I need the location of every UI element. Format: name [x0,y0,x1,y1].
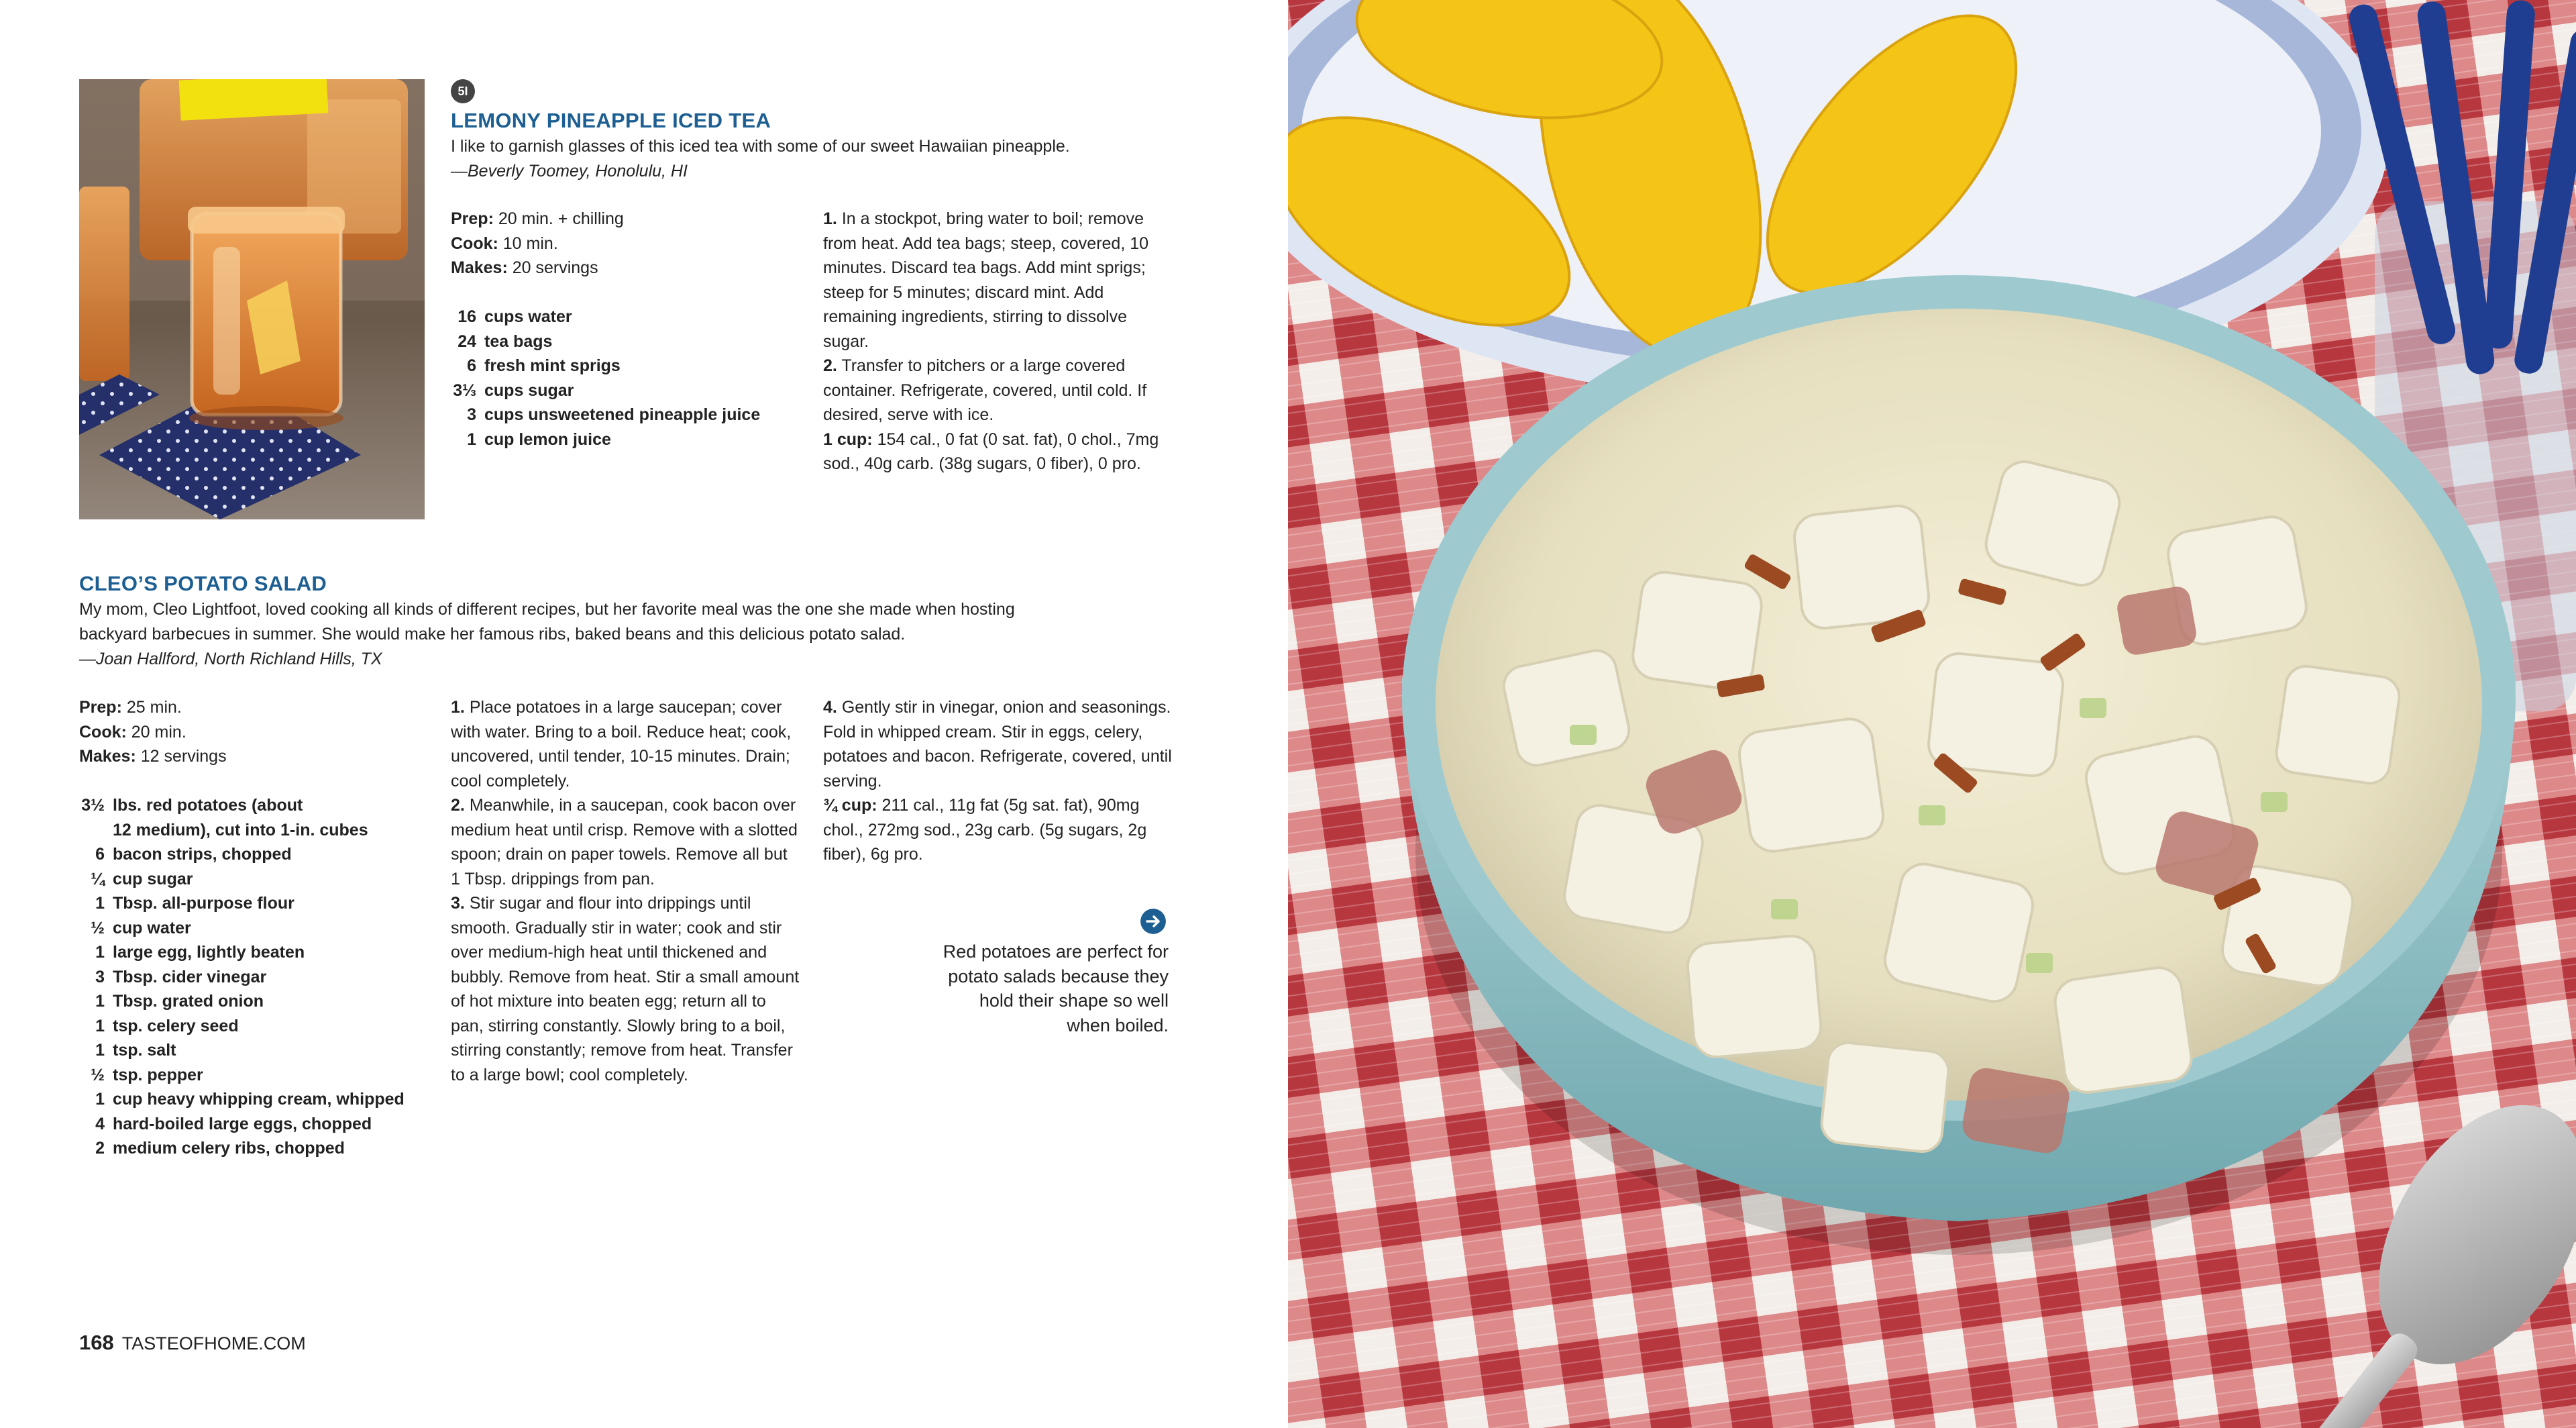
arrow-right-icon [1140,909,1166,934]
direction-step: 2. Meanwhile, in a saucepan, cook bacon over medium heat until crisp. Remove with a slotted spoon; drain on paper towels. Remove all but 1 Tbsp. drippings from pan. [451,796,798,888]
ingredient: 1 tsp. celery seed [95,1016,239,1035]
direction-step: 4. Gently stir in vinegar, onion and seasonings. Fold in whipped cream. Stir in eggs, celery, potatoes and bacon. Refrigerate, covered, until serving. [823,698,1172,790]
ingredient-list [79,793,441,1161]
ingredient: 1 tsp. salt [95,1041,176,1060]
ingredient: 24 tea bags [458,332,553,351]
ingredient: 2 medium celery ribs, chopped [95,1139,345,1158]
potato-salad-photo-art [1288,0,2576,1428]
direction-step: 3. Stir sugar and flour into drippings until smooth. Gradually stir in water; cook and stir over medium-high heat until thickened and bubbly. Remove from heat. Stir a small amount of hot mixture into beaten egg; return all to pan, stirring constantly. Slowly bring to a boil, stirring constantly; remove from heat. Transfer to a large bowl; cool completely. [451,894,800,1084]
ingredient: 3⅓ cups sugar [453,380,574,400]
nutrition-facts: 1 cup: 154 cal., 0 fat (0 sat. fat), 0 chol., 7mg sod., 40g carb. (38g sugars, 0 fiber), 0 pro. [823,429,1159,473]
ingredient: ½ tsp. pepper [91,1065,203,1084]
nutrition-facts: ¾ cup: 211 cal., 11g fat (5g sat. fat), 90mg chol., 272mg sod., 23g carb. (5g sugars, 2g fiber), 6g pro. [823,796,1147,864]
recipe-directions [823,207,1172,476]
direction-step: 2. Transfer to pitchers or a large covered container. Refrigerate, covered, until cold. If desired, serve with ice. [823,356,1147,424]
ingredient: ½ cup water [91,918,191,937]
quick-recipe-badge-icon: 5I [451,79,475,103]
ingredient: 1 large egg, lightly beaten [95,943,305,962]
recipe-directions [451,695,800,1087]
recipe-title: CLEO’S POTATO SALAD [79,572,327,595]
ingredient: 1 cup heavy whipping cream, whipped [95,1090,405,1109]
direction-step: 1. Place potatoes in a large saucepan; cover with water. Bring to a boil. Reduce heat; cook, uncovered, until tender, 10-15 minutes. Drain; cool completely. [451,698,792,790]
recipe-intro: My mom, Cleo Lightfoot, loved cooking all kinds of different recipes, but her favorite meal was the one she made when hosting backyard barbecues in summer. She would make her famous ribs, baked beans and this delicious potato salad. —Joan Hallford, North Richland Hills, TX [79,600,1015,668]
ingredient: 1 Tbsp. all-purpose flour [95,894,294,913]
iced-tea-photo [79,79,425,519]
ingredient: 4 hard-boiled large eggs, chopped [95,1114,372,1133]
recipe-meta: Prep: 20 min. + chilling Cook: 10 min. Makes: 20 servings [451,209,624,277]
page-footer [79,1331,306,1355]
recipe-directions-continued [823,695,1172,867]
site-name: TASTEOFHOME.COM [121,1333,306,1354]
ingredient: 3 Tbsp. cider vinegar [95,967,267,986]
ingredient: 16 cups water [458,307,572,326]
cook-tip: Red potatoes are perfect for potato salads because they hold their shape so well when boiled. [943,941,1169,1035]
ingredient: 6 bacon strips, chopped [95,845,292,864]
potato-salad-photo [1288,0,2576,1428]
direction-step: 1. In a stockpot, bring water to boil; remove from heat. Add tea bags; steep, covered, 10 minutes. Discard tea bags. Add mint sprigs; steep for 5 minutes; discard mint. Add remaining ingredients, stirring to dissolve sugar. [823,209,1149,351]
recipe-title: LEMONY PINEAPPLE ICED TEA [451,109,771,132]
ingredient: 12 medium), cut into 1-in. cubes [113,820,368,839]
ingredient: ¼ cup sugar [91,869,193,888]
ingredient: 6 fresh mint sprigs [467,356,621,375]
page-number: 168 [79,1331,114,1354]
ingredient-list [451,305,800,452]
ingredient: 1 Tbsp. grated onion [95,992,264,1011]
ingredient: 3½ lbs. red potatoes (about [81,796,303,815]
ingredient: 3 cups unsweetened pineapple juice [467,405,761,424]
recipe-meta: Prep: 25 min. Cook: 20 min. Makes: 12 servings [79,698,227,766]
ingredient: 1 cup lemon juice [467,429,611,449]
recipe-intro: I like to garnish glasses of this iced tea with some of our sweet Hawaiian pineapple. —Beverly Toomey, Honolulu, HI [451,137,1070,181]
